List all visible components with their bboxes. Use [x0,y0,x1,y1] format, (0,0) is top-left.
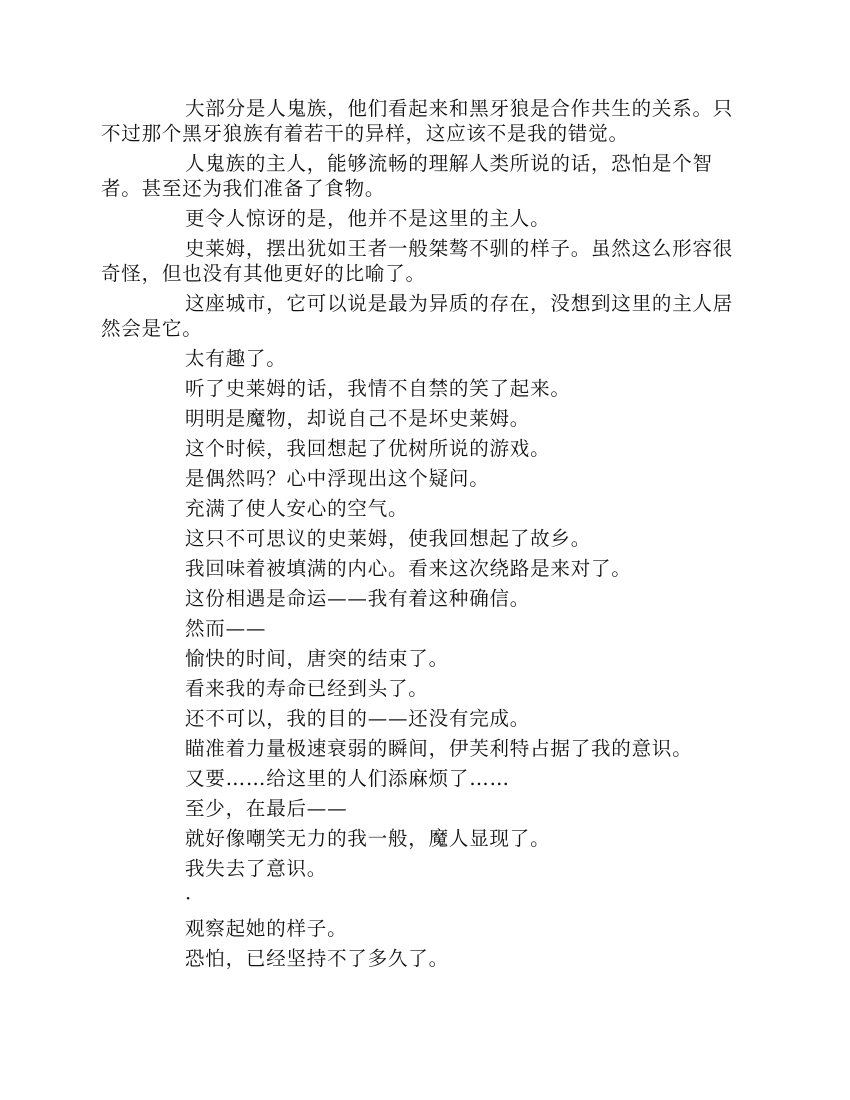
paragraph: 人鬼族的主人，能够流畅的理解人类所说的话，恐怕是个智者。甚至还为我们准备了食物。 [101,152,713,200]
paragraph: 充满了使人安心的空气。 [185,497,409,520]
paragraph: 然而—— [185,617,267,640]
paragraph: 我失去了意识。 [185,857,328,880]
paragraph: 大部分是人鬼族，他们看起来和黑牙狼是合作共生的关系。只不过那个黑牙狼族有着若干的异样，这应该不是我的错觉。 [101,97,734,145]
paragraph: 听了史莱姆的话，我情不自禁的笑了起来。 [185,377,571,400]
paragraph: 瞄准着力量极速衰弱的瞬间，伊芙利特占据了我的意识。 [185,737,693,760]
paragraph: 是偶然吗？心中浮现出这个疑问。 [185,467,490,490]
paragraph: 这座城市，它可以说是最为异质的存在，没想到这里的主人居然会是它。 [101,292,734,340]
paragraph: 明明是魔物，却说自己不是坏史莱姆。 [185,407,531,430]
paragraph: 恐怕，已经坚持不了多久了。 [185,947,449,970]
paragraph: 这份相遇是命运——我有着这种确信。 [185,587,531,610]
paragraph: 观察起她的样子。 [185,917,348,940]
section-break-dot: · [185,887,192,910]
paragraph: 愉快的时间，唐突的结束了。 [185,647,449,670]
document-body [101,96,749,976]
paragraph: 就好像嘲笑无力的我一般，魔人显现了。 [185,827,551,850]
paragraph: 更令人惊讶的是，他并不是这里的主人。 [185,207,551,230]
paragraph: 太有趣了。 [185,347,287,370]
paragraph: 我回味着被填满的内心。看来这次绕路是来对了。 [185,557,632,580]
paragraph: 又要……给这里的人们添麻烦了…… [185,767,510,790]
paragraph: 至少，在最后—— [185,797,348,820]
paragraph: 还不可以，我的目的——还没有完成。 [185,707,531,730]
paragraph: 看来我的寿命已经到头了。 [185,677,429,700]
paragraph: 这个时候，我回想起了优树所说的游戏。 [185,437,551,460]
paragraph: 史莱姆，摆出犹如王者一般桀骜不驯的样子。虽然这么形容很奇怪，但也没有其他更好的比喻了。 [101,237,734,285]
paragraph: 这只不可思议的史莱姆，使我回想起了故乡。 [185,527,592,550]
